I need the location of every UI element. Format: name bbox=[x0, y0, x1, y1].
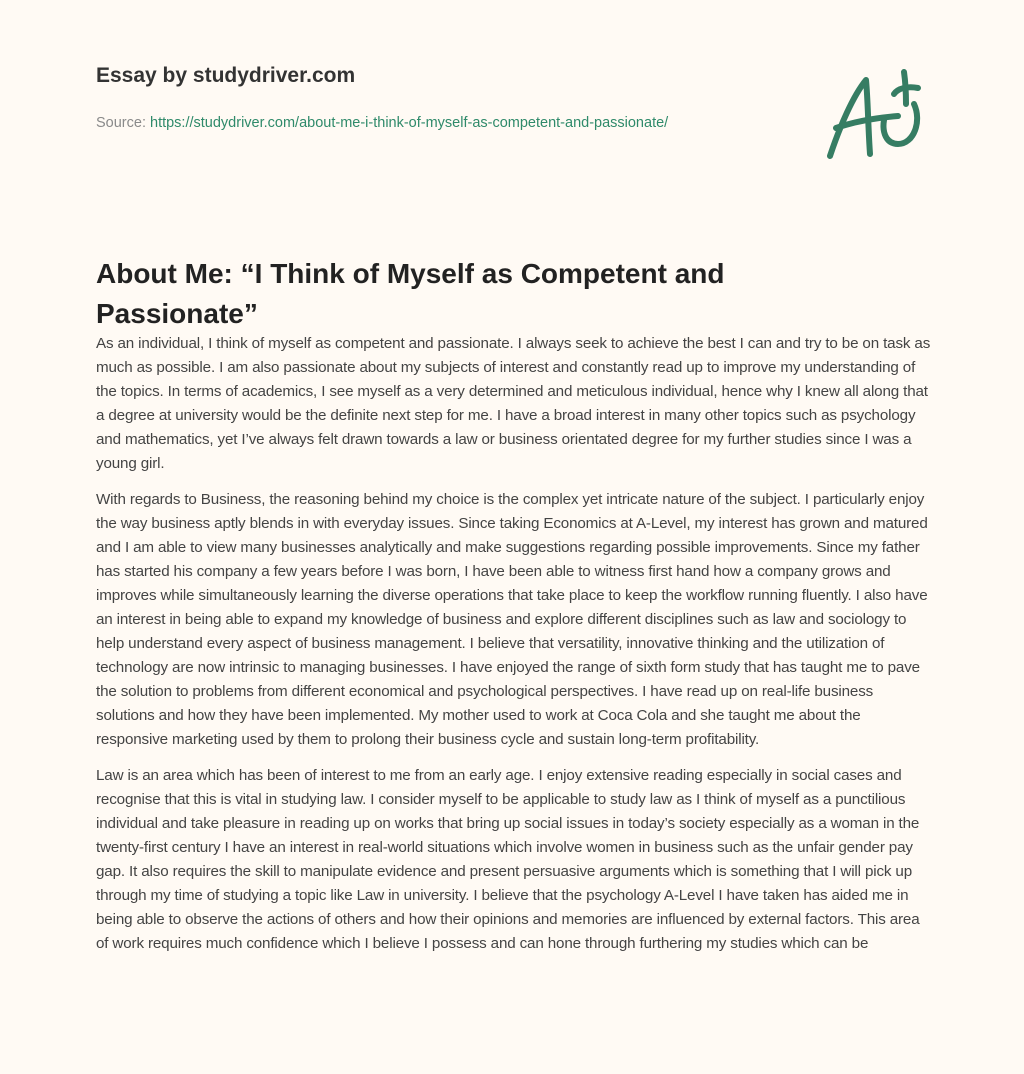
source-label: Source: bbox=[96, 115, 150, 131]
source-link[interactable]: https://studydriver.com/about-me-i-think-of-myself-as-competent-and-passionate/ bbox=[150, 115, 669, 131]
page-title: About Me: “I Think of Myself as Competent and Passionate” bbox=[96, 258, 725, 329]
essay-body bbox=[96, 332, 932, 968]
essay-paragraph: Law is an area which has been of interest to me from an early age. I enjoy extensive reading especially in social cases and recognise that this is vital in studying law. I consider myself to be applicable to study law as I think of myself as a punctilious individual and take pleasure in reading up on works that bring up social issues in today’s society especially as a woman in the twenty-first century I have an interest in real-world situations which involve women in business such as the unfair gender pay gap. It also requires the skill to manipulate evidence and present persuasive arguments which is something that I will pick up through my time of studying a topic like Law in university. I believe that the psychology A-Level I have taken has aided me in being able to observe the actions of others and how their opinions and memories are influenced by external factors. This area of work requires much confidence which I believe I possess and can hone through furthering my studies which can be bbox=[96, 767, 920, 952]
a-plus-logo-icon bbox=[818, 66, 928, 166]
brand-title: Essay by studydriver.com bbox=[96, 64, 356, 87]
essay-paragraph: As an individual, I think of myself as competent and passionate. I always seek to achieve the best I can and try to be on task as much as possible. I am also passionate about my subjects of interest and constantly read up to improve my understanding of the topics. In terms of academics, I see myself as a very determined and meticulous individual, hence why I knew all along that a degree at university would be the definite next step for me. I have a broad interest in many other topics such as psychology and mathematics, yet I’ve always felt drawn towards a law or business orientated degree for my further studies since I was a young girl. bbox=[96, 335, 931, 472]
source-line bbox=[96, 111, 696, 135]
essay-paragraph: With regards to Business, the reasoning behind my choice is the complex yet intricate nature of the subject. I particularly enjoy the way business aptly blends in with everyday issues. Since taking Economics at A-Level, my interest has grown and matured and I am able to view many businesses analytically and make suggestions regarding possible improvements. Since my father has started his company a few years before I was born, I have been able to witness first hand how a company grows and improves while simultaneously learning the diverse operations that take place to keep the workflow running fluently. I also have an interest in being able to expand my knowledge of business and explore different disciplines such as law and sociology to help understand every aspect of business management. I believe that versatility, innovative thinking and the utilization of technology are now intrinsic to managing businesses. I have enjoyed the range of sixth form study that has taught me to pave the solution to problems from different economical and psychological perspectives. I have read up on real-life business solutions and how they have been implemented. My mother used to work at Coca Cola and she taught me about the responsive marketing used by them to prolong their business cycle and sustain long-term profitability. bbox=[96, 491, 928, 748]
